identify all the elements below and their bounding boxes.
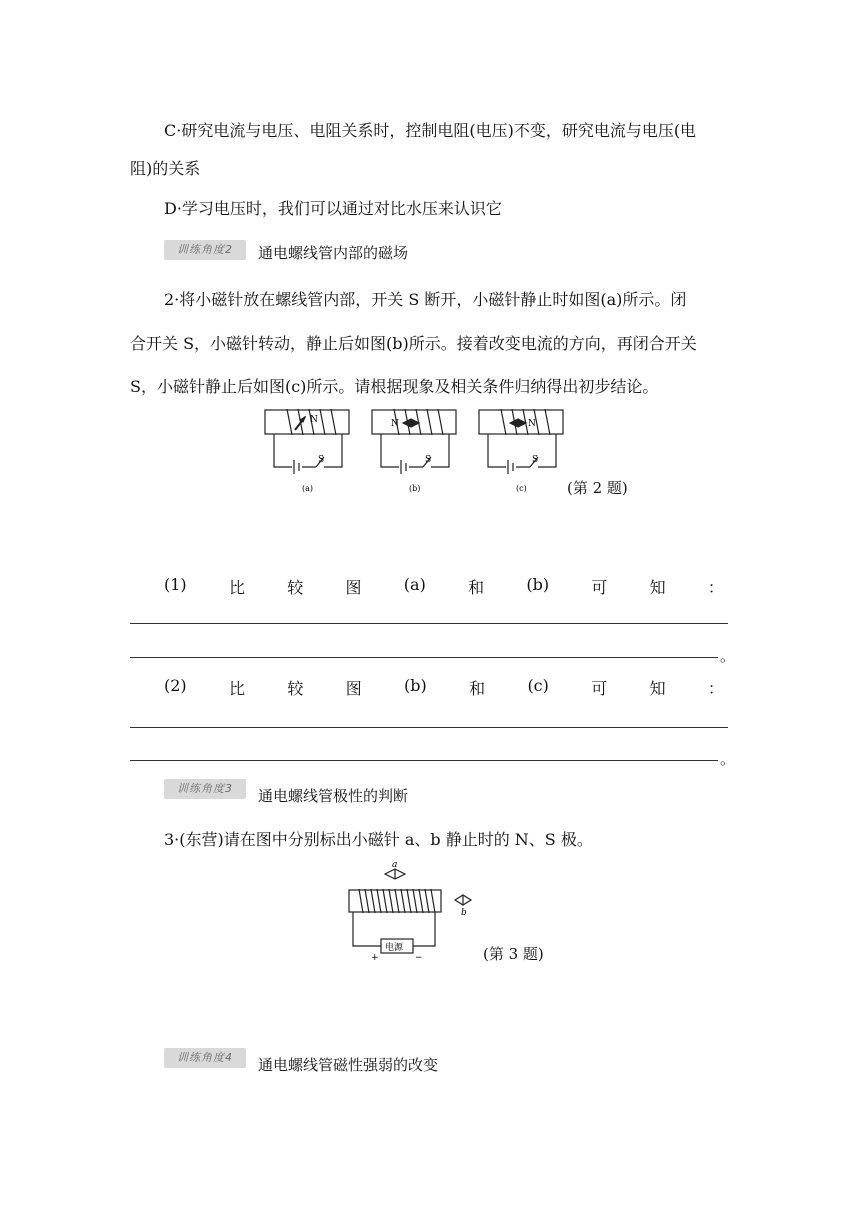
power-source-label: 电源 <box>385 943 404 953</box>
needle-n-a: N <box>310 415 318 425</box>
label-b: (b) <box>409 484 421 493</box>
fill1-word: (a) <box>403 575 426 594</box>
option-c-line2: 阻)的关系 <box>130 159 201 178</box>
answer-line-1b[interactable] <box>130 657 718 658</box>
fill1-word: 和 <box>468 578 485 597</box>
answer-line-2a[interactable] <box>130 727 728 728</box>
label-c: (c) <box>516 484 527 493</box>
training-angle-2-badge: 训练角度2 <box>164 240 246 260</box>
needle-a-label: a <box>392 860 398 870</box>
fill2-word: 图 <box>345 679 362 698</box>
label-a: (a) <box>302 484 314 493</box>
figure-3-solenoid-diagram <box>345 858 495 966</box>
fill2-word: ： <box>707 679 724 698</box>
fill1-word: 比 <box>228 578 245 597</box>
section-4-title: 通电螺线管磁性强弱的改变 <box>258 1056 439 1074</box>
diagram-b <box>372 409 456 474</box>
question-3: 3·(东营)请在图中分别标出小磁针 a、b 静止时的 N、S 极。 <box>164 830 593 849</box>
minus-terminal: − <box>415 953 423 963</box>
section-2-title: 通电螺线管内部的磁场 <box>258 244 409 262</box>
fill2-word: (2) <box>164 676 187 695</box>
switch-s-c: S <box>532 455 539 465</box>
answer-line-1a[interactable] <box>130 623 728 624</box>
question-2-line2: 合开关 S，小磁针转动，静止后如图(b)所示。接着改变电流的方向，再闭合开关 <box>130 334 697 353</box>
option-c-line1: C·研究电流与电压、电阻关系时，控制电阻(电压)不变，研究电流与电压(电 <box>164 121 697 140</box>
fill1-word: 可 <box>591 578 608 597</box>
needle-n-b: N <box>391 419 399 429</box>
needle-n-c: N <box>528 419 536 429</box>
fill-in-1-prompt <box>164 575 724 598</box>
section-3-title: 通电螺线管极性的判断 <box>258 787 409 805</box>
question-2-line1: 2·将小磁针放在螺线管内部，开关 S 断开，小磁针静止时如图(a)所示。闭 <box>164 290 687 309</box>
fill2-word: 比 <box>229 679 246 698</box>
option-d-line: D·学习电压时，我们可以通过对比水压来认识它 <box>164 199 502 218</box>
needle-b-label: b <box>461 908 467 918</box>
plus-terminal: + <box>371 953 379 963</box>
figure-2-solenoid-diagrams <box>262 405 572 497</box>
fill1-word: (b) <box>526 575 550 594</box>
fill2-word: (b) <box>404 676 427 695</box>
fill2-word: (c) <box>527 676 549 695</box>
fill1-word: ： <box>707 578 724 597</box>
switch-s-a: S <box>318 455 325 465</box>
period-1: 。 <box>720 647 736 665</box>
diagram-c <box>479 409 563 474</box>
fill2-word: 知 <box>649 679 666 698</box>
figure-3-caption: (第 3 题) <box>483 945 544 963</box>
fill1-word: 较 <box>287 578 304 597</box>
fill1-word: (1) <box>164 575 187 594</box>
switch-s-b: S <box>425 455 432 465</box>
training-angle-3-badge: 训练角度3 <box>164 779 246 799</box>
fill2-word: 可 <box>591 679 608 698</box>
fill1-word: 图 <box>345 578 362 597</box>
training-angle-4-badge: 训练角度4 <box>164 1048 246 1068</box>
fill-in-2-prompt <box>164 676 724 699</box>
question-2-line3: S，小磁针静止后如图(c)所示。请根据现象及相关条件归纳得出初步结论。 <box>130 377 659 396</box>
period-2: 。 <box>720 750 736 768</box>
answer-line-2b[interactable] <box>130 760 718 761</box>
fill1-word: 知 <box>649 578 666 597</box>
fill2-word: 和 <box>469 679 486 698</box>
fill2-word: 较 <box>287 679 304 698</box>
diagram-a <box>265 409 349 474</box>
figure-2-caption: (第 2 题) <box>567 479 628 497</box>
